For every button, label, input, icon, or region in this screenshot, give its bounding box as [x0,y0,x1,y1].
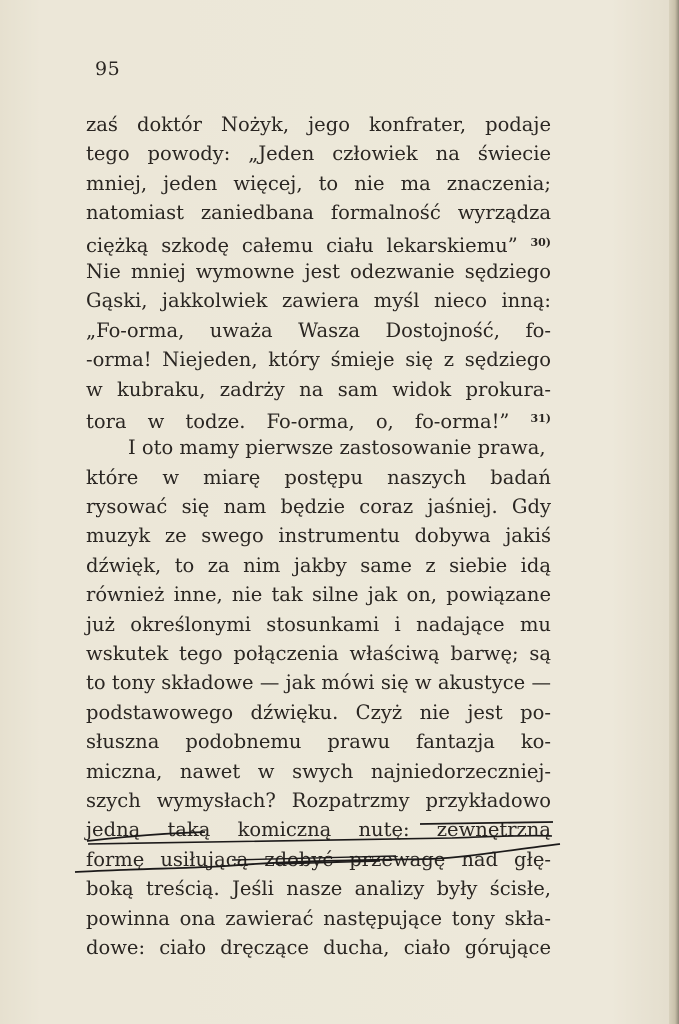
text-line: tego powody: „Jeden człowiek na świecie [86,142,551,166]
text-line: które w miarę postępu naszych badań [86,465,551,489]
text-line: podstawowego dźwięku. Czyż nie jest po- [86,700,551,724]
text-line: boką treścią. Jeśli nasze analizy były ścisłe, [86,877,551,901]
text-line: natomiast zaniedbana formalność wyrządza [86,201,551,225]
text-line: w kubraku, zadrży na sam widok prokura- [86,377,551,401]
text-line: miczna, nawet w swych najniedorzeczniej- [86,759,551,783]
text-line: mniej, jeden więcej, to nie ma znaczenia; [86,171,551,195]
text-line: to tony składowe — jak mówi się w akustyce — [86,671,551,695]
text-line: -orma! Niejeden, który śmieje się z sędziego [86,348,551,372]
text-line: Nie mniej wymowne jest odezwanie sędziego [86,259,551,283]
text-line-with-footnote [86,228,551,257]
page-edge-shadow [669,0,679,1024]
text-line: dowe: ciało dręczące ducha, ciało górujące [86,935,551,959]
body-text [86,110,551,962]
text-line: „Fo-orma, uważa Wasza Dostojność, fo- [86,318,551,342]
text-line: zaś doktór Nożyk, jego konfrater, podaje [86,113,551,136]
footnote-ref-31: 31) [530,411,551,425]
text-line: jedną taką komiczną nutę: zewnętrzną [86,818,551,842]
text-line: tora w todze. Fo-orma, o, fo-orma!” [86,409,510,433]
text-line: dźwięk, to za nim jakby same z siebie idą [86,553,551,577]
text-line: szych wymysłach? Rozpatrzmy przykładowo [86,788,551,812]
page-number: 95 [95,58,121,80]
footnote-ref-30: 30) [530,235,551,249]
text-line: Gąski, jakkolwiek zawiera myśl nieco inną: [86,289,551,313]
text-line: powinna ona zawierać następujące tony skła- [86,906,551,930]
text-line: już określonymi stosunkami i nadające mu [86,612,551,636]
paragraph-start: I oto mamy pierwsze zastosowanie prawa, [128,436,546,460]
text-line: wskutek tego połączenia właściwą barwę; są [86,642,551,666]
text-line-with-footnote [86,404,551,433]
text-line: słuszna podobnemu prawu fantazja ko- [86,730,551,754]
text-line: rysować się nam będzie coraz jaśniej. Gdy [86,495,551,519]
text-line: formę usiłującą zdobyć przewagę nad głę- [86,847,551,871]
text-line: muzyk ze swego instrumentu dobywa jakiś [86,524,551,548]
text-line: ciężką szkodę całemu ciału lekarskiemu” [86,233,518,257]
text-line: również inne, nie tak silne jak on, powiązane [86,583,551,607]
